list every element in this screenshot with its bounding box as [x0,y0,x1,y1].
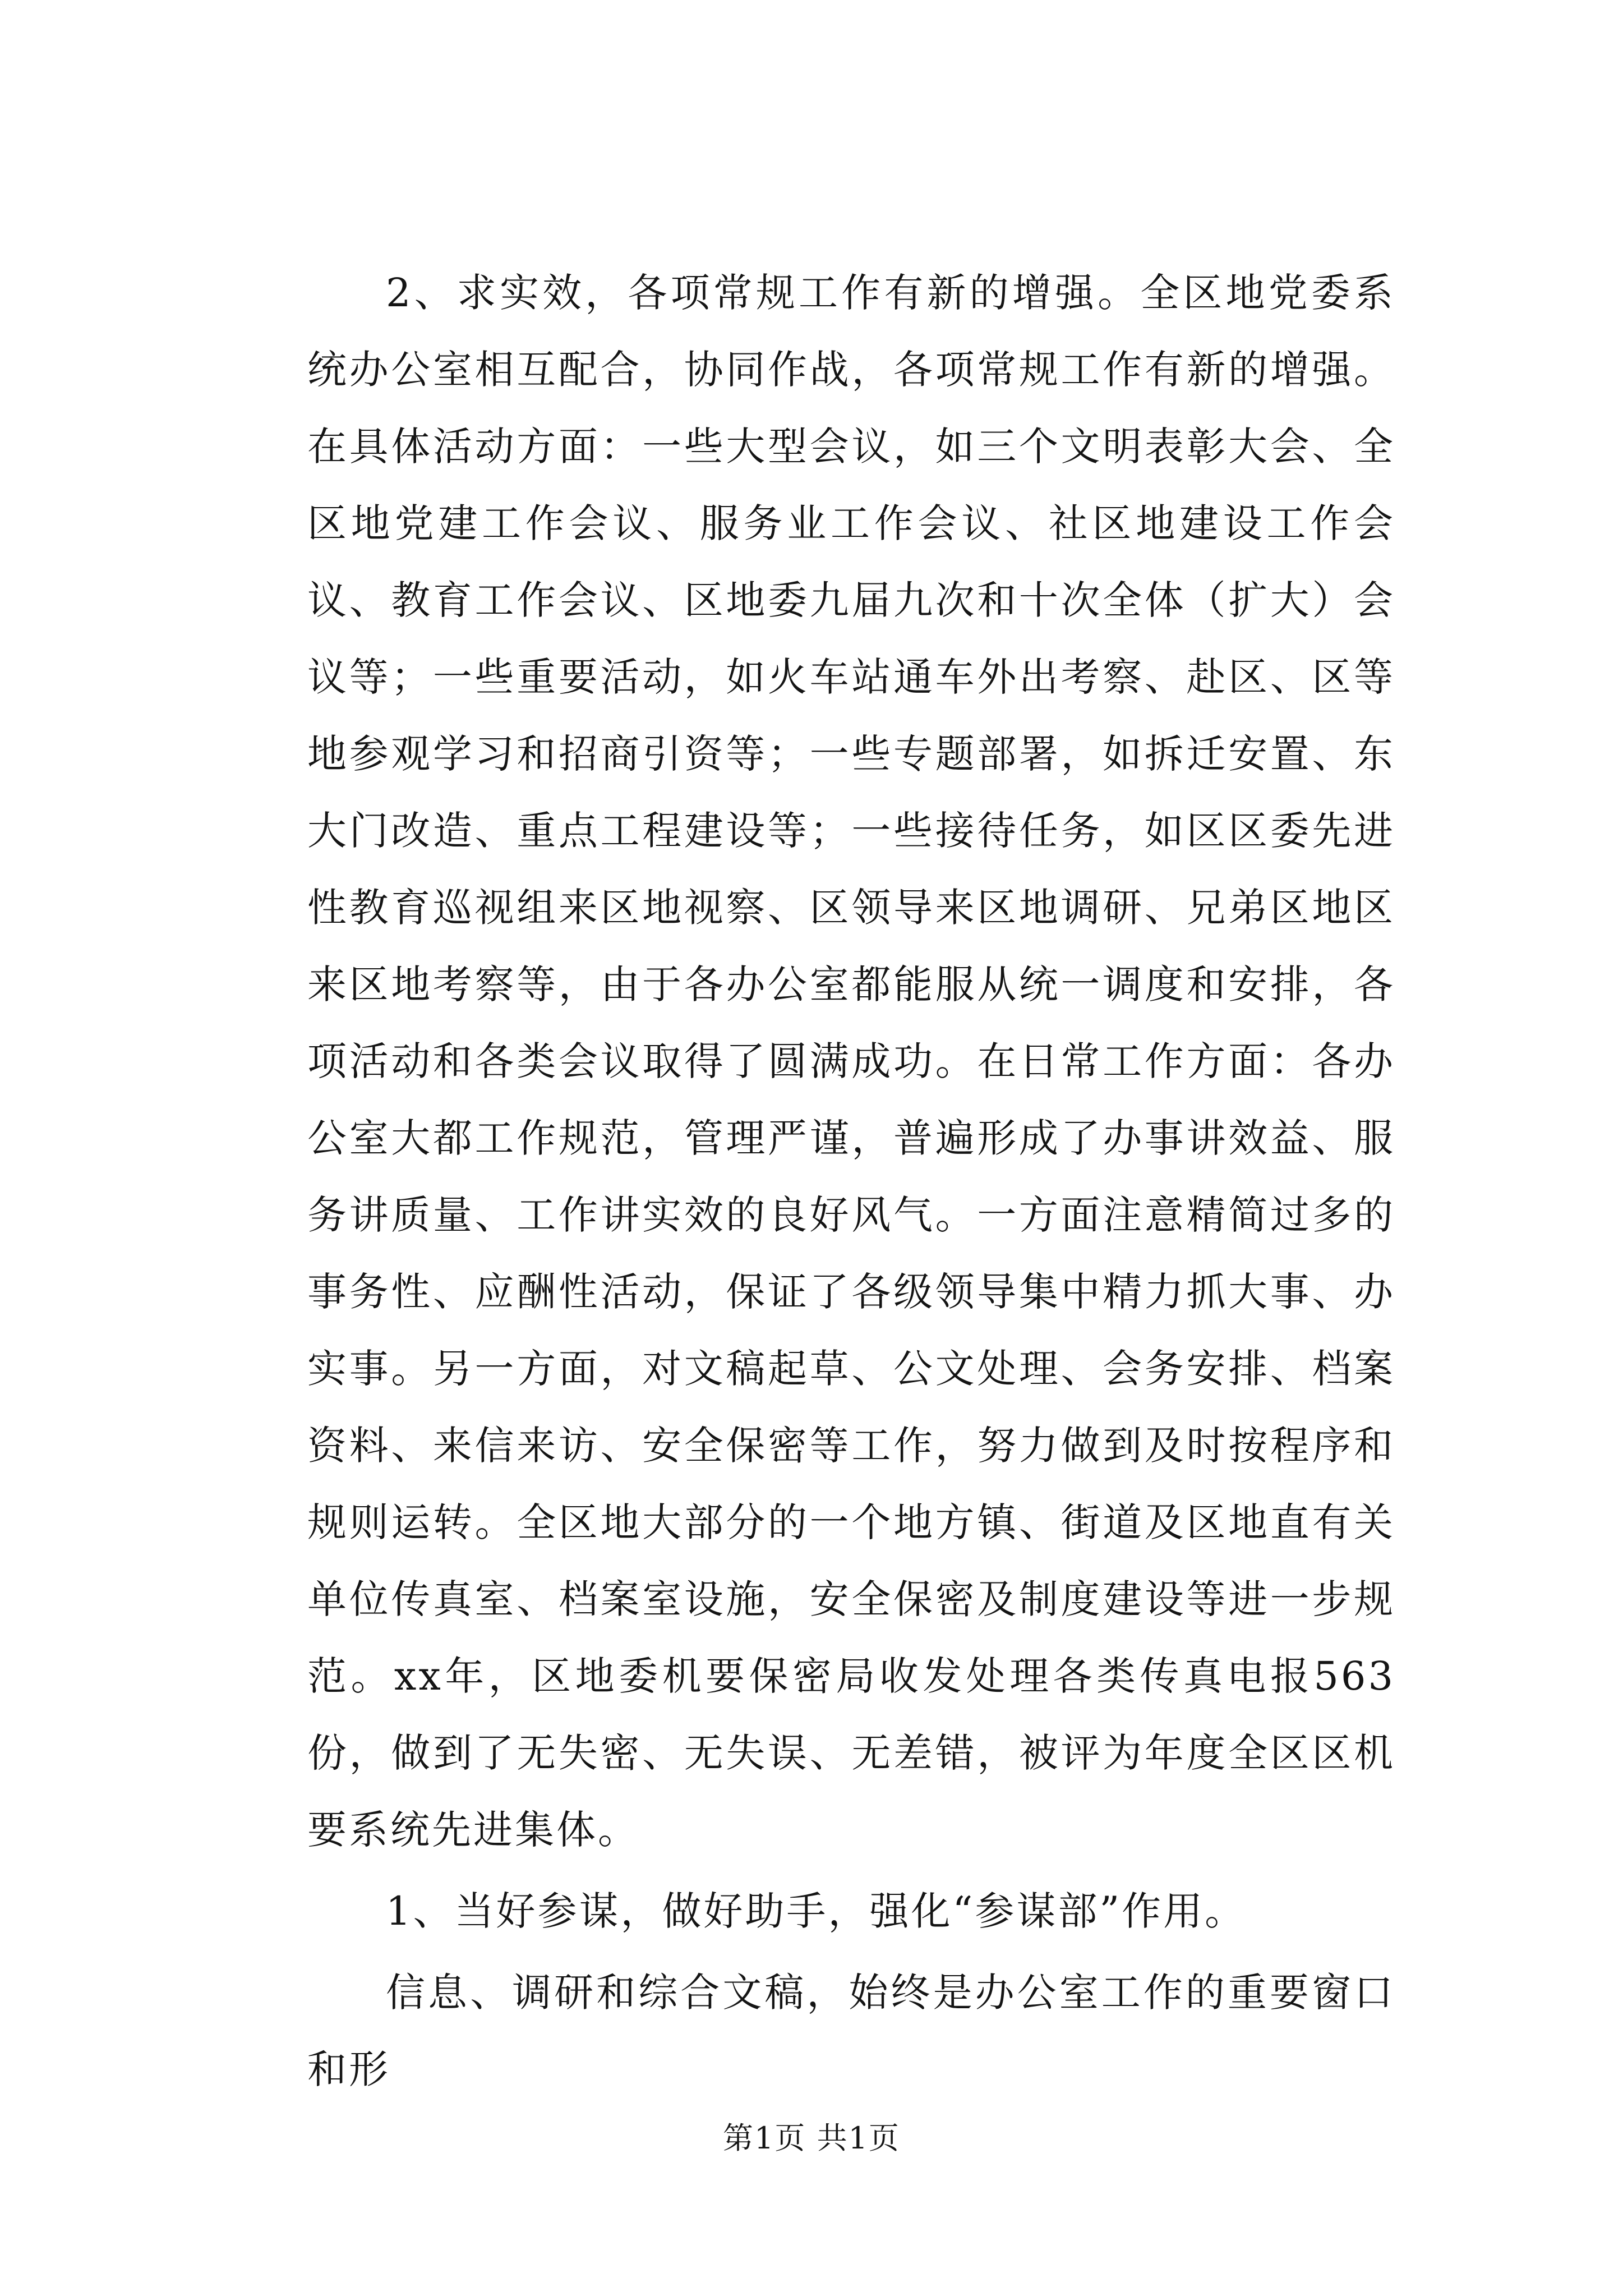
paragraph-3: 信息、调研和综合文稿，始终是办公室工作的重要窗口和形 [307,1970,1395,2092]
paragraph-2: 1、当好参谋，做好助手，强化“参谋部”作用。 [386,1888,1247,1934]
page-footer: 第1页 共1页 [723,2120,900,2156]
paragraph-1: 2、求实效，各项常规工作有新的增强。全区地党委系统办公室相互配合，协同作战，各项常规工作有新的增强。在具体活动方面：一些大型会议，如三个文明表彰大会、全区地党建工作会议、服务业工作会议、社区地建设工作会议、教育工作会议、区地委九届九次和十次全体（扩大）会议等；一些重要活动，如火车站通车外出考察、赴区、区等地参观学习和招商引资等；一些专题部署，如拆迁安置、东大门改造、重点工程建设等；一些接待任务，如区区委先进性教育巡视组来区地视察、区领导来区地调研、兄弟区地区来区地考察等，由于各办公室都能服从统一调度和安排，各项活动和各类会议取得了圆满成功。在日常工作方面：各办公室大都工作规范，管理严谨，普遍形成了办事讲效益、服务讲质量、工作讲实效的良好风气。一方面注意精简过多的事务性、应酬性活动，保证了各级领导集中精力抓大事、办实事。另一方面，对文稿起草、公文处理、会务安排、档案资料、来信来访、安全保密等工作，努力做到及时按程序和规则运转。全区地大部分的一个地方镇、街道及区地直有关单位传真室、档案室设施，安全保密及制度建设等进一步规范。xx年，区地委机要保密局收发处理各类传真电报563份，做到了无失密、无失误、无差错，被评为年度全区区机要系统先进集体。 [307,270,1395,1853]
document-body [307,255,1395,2108]
